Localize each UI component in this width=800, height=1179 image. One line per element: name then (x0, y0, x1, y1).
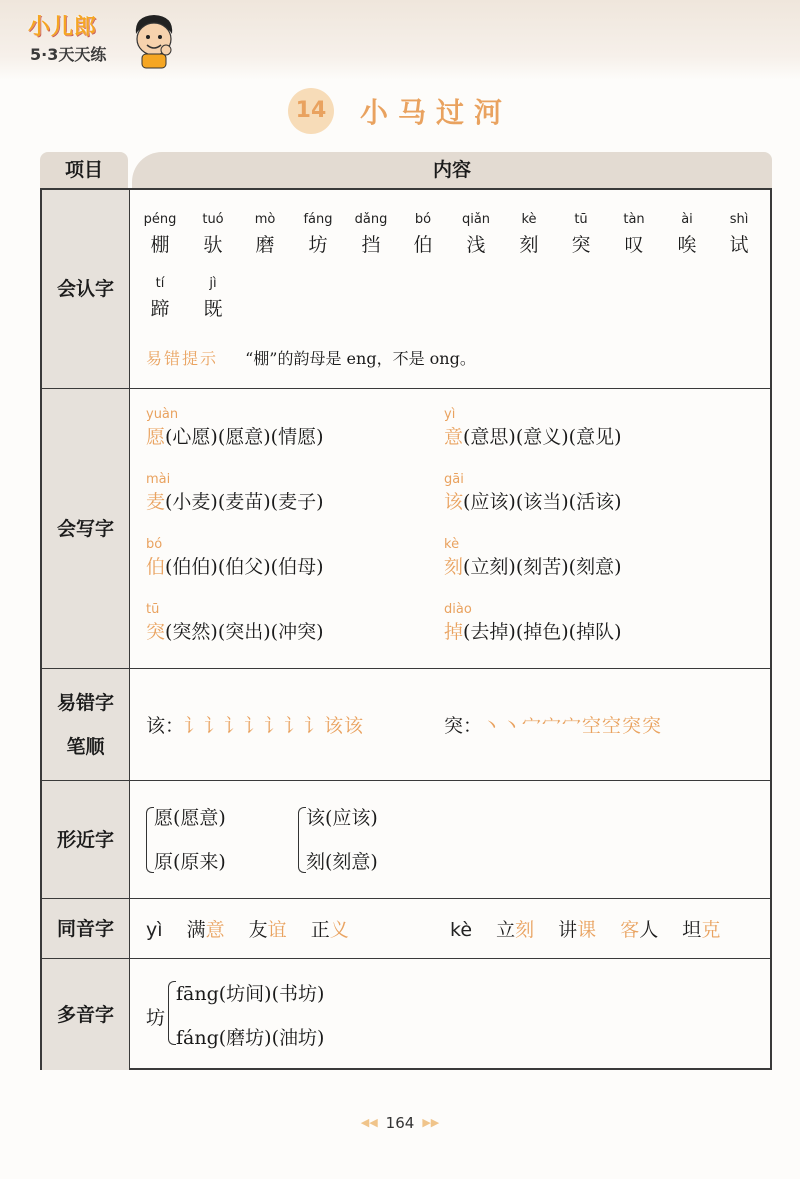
char-cell (193, 212, 233, 257)
word-highlight: 义 (329, 919, 349, 941)
pinyin: mò (254, 212, 276, 227)
hanzi: 突 (146, 621, 166, 643)
homophone-set-2 (450, 915, 720, 942)
pinyin: bó (414, 212, 432, 227)
row-label-similar (42, 781, 130, 898)
pinyin: yì (146, 919, 163, 941)
stroke-steps: 讠讠讠讠讠讠讠该该 (184, 715, 365, 737)
char-cell (561, 212, 601, 257)
hanzi: 叹 (624, 234, 644, 256)
row-label-write (42, 389, 130, 668)
pinyin: jì (209, 276, 217, 291)
pinyin: tí (155, 276, 165, 291)
stroke-order-b (444, 711, 662, 738)
pinyin: yì (444, 407, 456, 422)
hanzi: 伯 (146, 556, 166, 578)
brace-icon (298, 807, 306, 873)
char-cell (193, 276, 233, 321)
mascot-boy-icon (128, 12, 180, 70)
word-part: 坦 (682, 919, 702, 941)
write-item (146, 537, 324, 579)
row-stroke-order (42, 668, 770, 780)
row-label-polyphones (42, 959, 130, 1070)
char-cell (614, 212, 654, 257)
homophone-word (620, 919, 658, 941)
word-highlight: 克 (701, 919, 721, 941)
write-item (444, 602, 622, 644)
similar-word: 愿(愿意) (154, 807, 226, 829)
page-footer (0, 1112, 800, 1136)
hanzi: 该 (444, 491, 464, 513)
words: (突然)(突出)(冲突) (165, 621, 324, 643)
prev-arrows-icon: ◀◀ (360, 1116, 378, 1129)
hanzi: 浅 (466, 234, 486, 256)
row-label-homophones (42, 899, 130, 958)
word-highlight: 刻 (515, 919, 535, 941)
table-grid (40, 188, 772, 1070)
summary-table (40, 152, 772, 1070)
similar-word: 该(应该) (306, 807, 378, 829)
brand-subtitle: 5·3天天练 (30, 45, 107, 64)
error-tip-label: 易错提示 (146, 349, 219, 368)
row-label-stroke-order (42, 669, 130, 780)
write-item (444, 472, 622, 514)
hanzi: 驮 (203, 234, 223, 256)
pinyin: shì (729, 212, 749, 227)
row-label-recognize (42, 190, 130, 388)
similar-word: 原(原来) (154, 851, 226, 873)
next-arrows-icon: ▶▶ (422, 1116, 440, 1129)
char-cell (245, 212, 285, 257)
char-cell (140, 276, 180, 321)
word-part: 友 (248, 919, 268, 941)
pinyin: diào (444, 602, 472, 617)
brace-icon (146, 807, 154, 873)
row-polyphones (42, 958, 770, 1070)
pinyin: péng (143, 212, 177, 227)
hanzi: 磨 (255, 234, 275, 256)
similar-chars-content (130, 781, 770, 898)
homophones-content (130, 899, 770, 958)
pinyin: bó (146, 537, 163, 552)
word-highlight: 课 (577, 919, 597, 941)
write-chars-content (130, 389, 770, 668)
brace-icon (168, 981, 176, 1045)
write-item (444, 407, 622, 449)
pinyin: yuàn (146, 407, 179, 422)
similar-word: 刻(刻意) (306, 851, 378, 873)
pinyin: tuó (202, 212, 224, 227)
write-item (146, 602, 324, 644)
char-cell (140, 212, 180, 257)
page-number: 164 (385, 1113, 415, 1132)
error-tip-text: “棚”的韵母是 eng，不是 ong。 (245, 349, 476, 368)
recognize-chars-content (130, 190, 770, 388)
pinyin: kè (521, 212, 537, 227)
char-cell (403, 212, 443, 257)
hanzi: 挡 (361, 234, 381, 256)
pinyin: fáng (303, 212, 333, 227)
hanzi: 麦 (146, 491, 166, 513)
write-item (146, 472, 324, 514)
words: (应该)(该当)(活该) (463, 491, 622, 513)
stroke-order-a (146, 711, 364, 738)
word-highlight: 意 (205, 919, 225, 941)
stroke-char: 该： (146, 715, 185, 737)
hanzi: 突 (571, 234, 591, 256)
pinyin: dǎng (354, 212, 388, 227)
lesson-title: 小马过河 (359, 96, 512, 129)
hanzi: 掉 (444, 621, 464, 643)
pinyin: kè (450, 919, 473, 941)
row-label-text: 笔顺 (66, 735, 105, 758)
row-label-text: 形近字 (56, 828, 114, 851)
error-tip (146, 346, 476, 369)
hanzi: 愿 (146, 426, 166, 448)
polyphones-content (130, 959, 770, 1070)
char-cell (667, 212, 707, 257)
char-cell (456, 212, 496, 257)
homophone-word (249, 919, 287, 941)
word-part: 讲 (558, 919, 578, 941)
stroke-steps: 丶丶宀宀宀空空突突 (482, 715, 663, 737)
pinyin: tàn (623, 212, 645, 227)
row-similar-chars (42, 780, 770, 898)
reading-text: fáng(磨坊)(油坊) (176, 1027, 325, 1049)
row-label-text: 会认字 (56, 278, 114, 300)
char-cell (509, 212, 549, 257)
polyphone-reading-2 (176, 1023, 324, 1050)
pinyin: tū (574, 212, 588, 227)
row-recognize-chars (42, 190, 770, 388)
brand-logo (28, 10, 178, 70)
lesson-heading (0, 88, 800, 134)
words: (心愿)(愿意)(情愿) (165, 426, 324, 448)
polyphone-reading-1 (176, 979, 324, 1006)
word-part: 正 (310, 919, 330, 941)
char-cell (351, 212, 391, 257)
polyphone-char: 坊 (146, 1007, 166, 1029)
homophone-word (311, 919, 349, 941)
lesson-number-badge: 14 (288, 88, 334, 134)
row-label-text: 多音字 (56, 1003, 114, 1026)
row-write-chars (42, 388, 770, 668)
word-highlight: 客 (620, 919, 640, 941)
homophone-word (496, 919, 534, 941)
hanzi: 意 (444, 426, 464, 448)
row-label-text: 易错字 (56, 691, 114, 714)
word-part: 满 (186, 919, 206, 941)
hanzi: 蹄 (150, 298, 170, 320)
word-part: 人 (639, 919, 659, 941)
brand-name: 小儿郎 (28, 15, 98, 40)
hanzi: 唉 (677, 234, 697, 256)
hanzi: 棚 (150, 234, 170, 256)
stroke-char: 突： (444, 715, 483, 737)
word-highlight: 谊 (267, 919, 287, 941)
write-item (444, 537, 622, 579)
pinyin: mài (146, 472, 171, 487)
hanzi: 既 (203, 298, 223, 320)
hanzi: 坊 (308, 234, 328, 256)
stroke-order-content (130, 669, 770, 780)
homophone-word (682, 919, 720, 941)
row-label-text: 同音字 (56, 917, 114, 940)
homophone-word (187, 919, 225, 941)
char-cell (719, 212, 759, 257)
row-label-text: 会写字 (56, 517, 114, 540)
words: (小麦)(麦苗)(麦子) (165, 491, 324, 513)
pinyin: gāi (444, 472, 464, 487)
reading-text: fāng(坊间)(书坊) (176, 983, 325, 1005)
words: (伯伯)(伯父)(伯母) (165, 556, 324, 578)
hanzi: 刻 (519, 234, 539, 256)
words: (立刻)(刻苦)(刻意) (463, 556, 622, 578)
row-homophones (42, 898, 770, 958)
pinyin: ài (681, 212, 693, 227)
header-col-content: 内容 (132, 152, 772, 188)
pinyin: qiǎn (461, 212, 491, 227)
word-part: 立 (496, 919, 516, 941)
write-item (146, 407, 324, 449)
hanzi: 试 (729, 234, 749, 256)
pinyin: tū (146, 602, 160, 617)
words: (意思)(意义)(意见) (463, 426, 622, 448)
words: (去掉)(掉色)(掉队) (463, 621, 622, 643)
hanzi: 刻 (444, 556, 464, 578)
homophone-word (558, 919, 596, 941)
hanzi: 伯 (413, 234, 433, 256)
char-cell (298, 212, 338, 257)
homophone-set-1 (146, 915, 349, 942)
pinyin: kè (444, 537, 460, 552)
header-col-item: 项目 (40, 152, 128, 188)
